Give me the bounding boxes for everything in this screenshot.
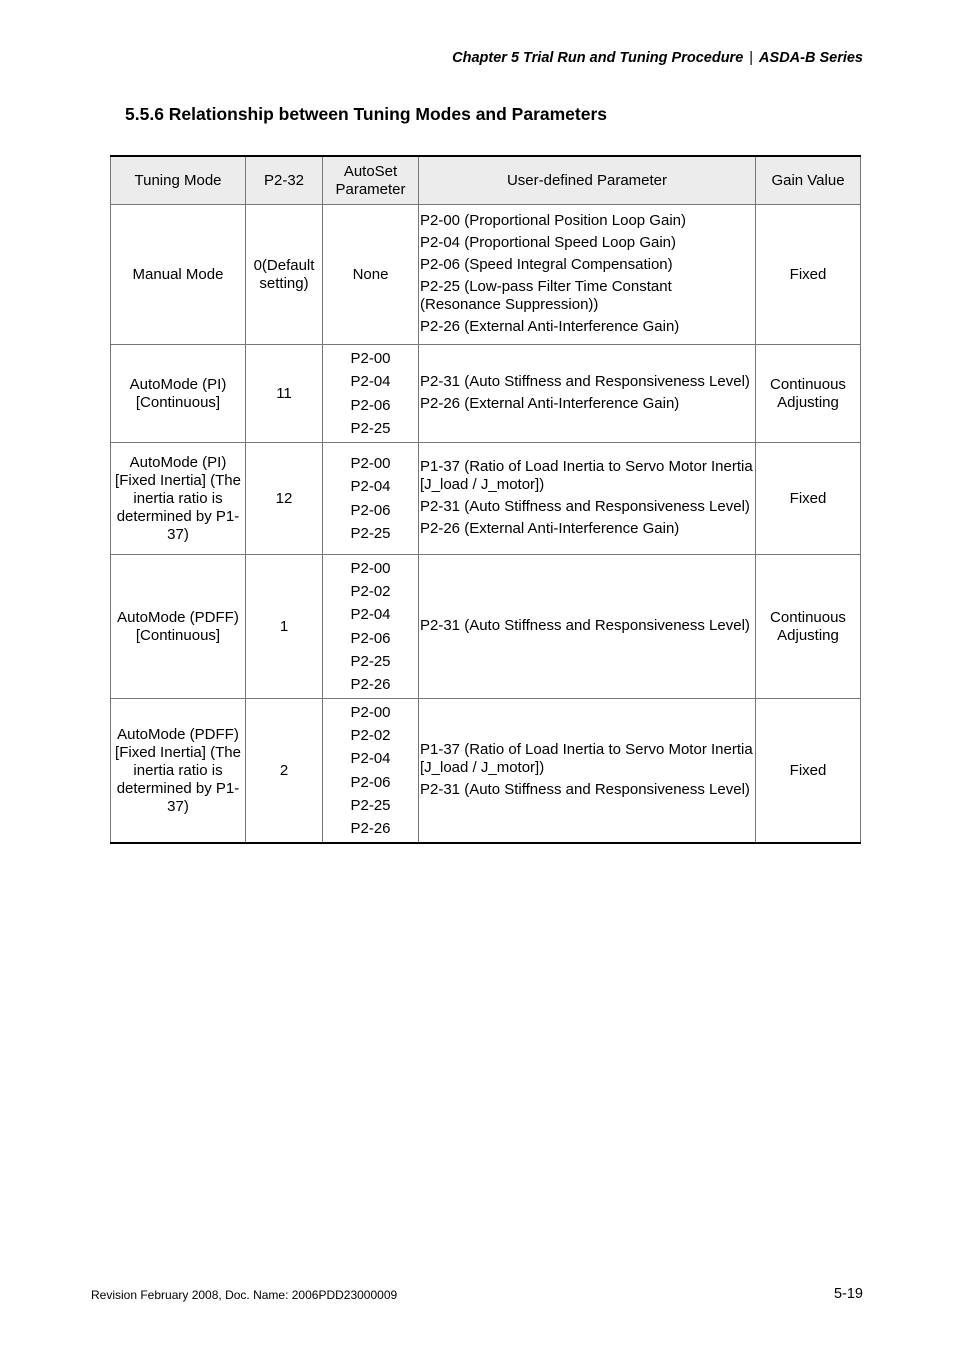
user-defined-cell	[419, 555, 756, 699]
autoset-value: P2-26	[350, 820, 391, 838]
gain-value-cell: Continuous Adjusting	[756, 345, 861, 443]
autoset-cell	[323, 205, 419, 345]
tuning-mode-cell: AutoMode (PDFF) [Fixed Inertia] (The inertia ratio is determined by P1-37)	[111, 699, 246, 844]
gain-value-cell: Fixed	[756, 699, 861, 844]
p2-32-cell: 2	[246, 699, 323, 844]
autoset-cell	[323, 443, 419, 555]
autoset-value: P2-25	[350, 524, 391, 542]
autoset-value: P2-00	[350, 349, 391, 367]
user-defined-cell	[419, 699, 756, 844]
section-title: 5.5.6 Relationship between Tuning Modes and Parameters	[125, 104, 608, 124]
autoset-value: P2-00	[350, 454, 391, 472]
autoset-cell	[323, 699, 419, 844]
table-header-row	[111, 156, 861, 205]
autoset-value: P2-04	[350, 373, 391, 391]
tuning-mode-cell: Manual Mode	[111, 205, 246, 345]
p2-32-cell: 1	[246, 555, 323, 699]
table-row	[111, 443, 861, 555]
user-defined-item: P2-31 (Auto Stiffness and Responsiveness Level)	[420, 617, 750, 634]
p2-32-cell: 11	[246, 345, 323, 443]
autoset-value: P2-25	[350, 652, 391, 670]
user-defined-cell	[419, 205, 756, 345]
user-defined-item: P2-31 (Auto Stiffness and Responsiveness Level)	[420, 373, 750, 390]
chapter-title: Chapter 5 Trial Run and Tuning Procedure	[452, 50, 744, 66]
column-header-autoset-parameter: AutoSet Parameter	[323, 156, 419, 205]
p2-32-cell: 12	[246, 443, 323, 555]
tuning-mode-cell: AutoMode (PI) [Continuous]	[111, 345, 246, 443]
autoset-value: P2-06	[350, 396, 391, 414]
user-defined-item: P2-06 (Speed Integral Compensation)	[420, 256, 673, 273]
user-defined-cell	[419, 443, 756, 555]
tuning-modes-table	[110, 155, 861, 844]
user-defined-item: P1-37 (Ratio of Load Inertia to Servo Motor Inertia [J_load / J_motor])	[420, 741, 753, 776]
autoset-value: P2-25	[350, 796, 391, 814]
autoset-value: P2-04	[350, 606, 391, 624]
column-header-tuning-mode: Tuning Mode	[111, 156, 246, 205]
autoset-cell	[323, 555, 419, 699]
table-row	[111, 555, 861, 699]
tuning-mode-cell: AutoMode (PI) [Fixed Inertia] (The inertia ratio is determined by P1-37)	[111, 443, 246, 555]
user-defined-item: P2-26 (External Anti-Interference Gain)	[420, 520, 680, 537]
user-defined-item: P2-26 (External Anti-Interference Gain)	[420, 318, 680, 335]
table-row	[111, 345, 861, 443]
autoset-value: P2-25	[350, 419, 391, 437]
running-header	[452, 50, 863, 66]
user-defined-item: P2-31 (Auto Stiffness and Responsiveness Level)	[420, 781, 750, 798]
user-defined-item: P2-25 (Low-pass Filter Time Constant (Resonance Suppression))	[420, 278, 672, 313]
column-header-user-defined-parameter: User-defined Parameter	[419, 156, 756, 205]
user-defined-item: P1-37 (Ratio of Load Inertia to Servo Motor Inertia [J_load / J_motor])	[420, 458, 753, 493]
autoset-value: P2-04	[350, 478, 391, 496]
autoset-value: P2-26	[350, 676, 391, 694]
column-header-gain-value: Gain Value	[756, 156, 861, 205]
user-defined-item: P2-04 (Proportional Speed Loop Gain)	[420, 234, 676, 251]
autoset-value: P2-06	[350, 629, 391, 647]
header-separator: |	[749, 50, 754, 66]
user-defined-cell	[419, 345, 756, 443]
gain-value-cell: Continuous Adjusting	[756, 555, 861, 699]
user-defined-item: P2-00 (Proportional Position Loop Gain)	[420, 212, 686, 229]
gain-value-cell: Fixed	[756, 205, 861, 345]
autoset-value: P2-02	[350, 726, 391, 744]
autoset-value: None	[352, 265, 389, 283]
autoset-value: P2-00	[350, 559, 391, 577]
autoset-value: P2-04	[350, 750, 391, 768]
column-header-p2-32: P2-32	[246, 156, 323, 205]
gain-value-cell: Fixed	[756, 443, 861, 555]
revision-footer: Revision February 2008, Doc. Name: 2006PDD23000009	[91, 1288, 398, 1302]
table-row	[111, 699, 861, 844]
user-defined-item: P2-31 (Auto Stiffness and Responsiveness Level)	[420, 498, 750, 515]
user-defined-item: P2-26 (External Anti-Interference Gain)	[420, 395, 680, 412]
autoset-cell	[323, 345, 419, 443]
series-name: ASDA-B Series	[759, 50, 863, 66]
p2-32-cell: 0(Default setting)	[246, 205, 323, 345]
table-row	[111, 205, 861, 345]
autoset-value: P2-06	[350, 773, 391, 791]
tuning-mode-cell: AutoMode (PDFF) [Continuous]	[111, 555, 246, 699]
autoset-value: P2-00	[350, 703, 391, 721]
autoset-value: P2-06	[350, 501, 391, 519]
autoset-value: P2-02	[350, 582, 391, 600]
page-number: 5-19	[833, 1286, 863, 1302]
